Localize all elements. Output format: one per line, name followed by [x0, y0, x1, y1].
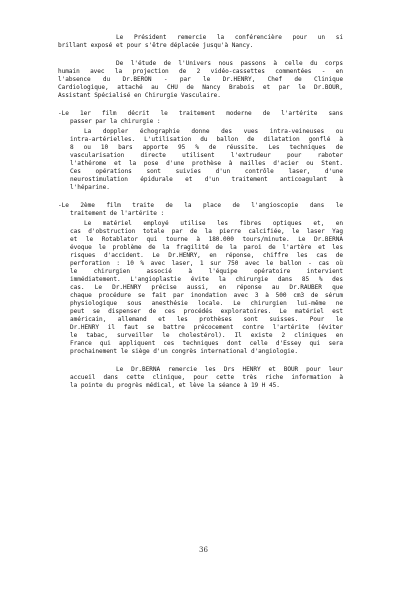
- text-line: 8 ou 10 bars apporte 95 % de réussite. Les techniques de: [70, 144, 343, 151]
- text-line: immédiatement. L'angioplastie évite la chirurgie dans 85 % des: [70, 276, 343, 283]
- text-line: évoque le problème de la fragilité de la paroi de l'artère et les: [70, 244, 343, 251]
- text-line: Le Dr.BERNA remercie les Drs HENRY et BOUR pour leur: [116, 366, 343, 373]
- text-line: perforation : 10 % avec laser, 1 sur 750 avec le ballon - cas où: [70, 260, 343, 267]
- text-line: prochainement le siège d'un congrès international d'angiologie.: [70, 348, 298, 355]
- text-line: passer par la chirurgie :: [70, 118, 161, 125]
- text-line: Dr.HENRY il faut se battre précocement contre l'artérite (éviter: [70, 324, 343, 331]
- text-line: chaque procédure se fait par inondation avec 3 à 500 cm3 de sérum: [70, 292, 343, 299]
- text-line: cas d'obstruction totale par de la pierre calcifiée, le laser Yag: [70, 228, 343, 235]
- text-line: américain, allemand et les prothèses sont suisses. Pour le: [70, 316, 343, 323]
- page-number: 36: [199, 546, 208, 554]
- text-line: -Le 2ème film traite de la place de l'angioscopie dans le: [58, 202, 343, 209]
- text-line: brillant exposé et pour s'être déplacée jusqu'à Nancy.: [58, 42, 254, 49]
- text-line: Le matériel employé utilise les fibres optiques et, en: [84, 220, 343, 227]
- text-line: le chirurgien associé à l'équipe opératoire intervient: [70, 268, 343, 275]
- text-line: humain avec la projection de 2 vidéo-cassettes commentées - en: [58, 68, 343, 75]
- text-line: -Le 1er film décrit le traitement moderne de l'artérite sans: [58, 110, 343, 117]
- text-line: Cardiologique, attaché au CHU de Nancy Brabois et par le Dr.BOUR,: [58, 84, 343, 91]
- text-line: neurostimulation épidurale et d'un traitement anticoagulant à: [70, 176, 343, 183]
- text-line: et le Rotablator qui tourne à 180.000 tours/minute. Le Dr.BERNA: [70, 236, 343, 243]
- text-line: physiologique sous anesthésie locale. Le chirurgien lui-même ne: [70, 300, 343, 307]
- text-line: l'athérome et la pose d'une prothèse à mailles d'acier ou Stent.: [70, 160, 343, 167]
- text-line: France qui appliquent ces techniques dont celle d'Essey qui sera: [70, 340, 343, 347]
- text-line: La doppler échographie donne des vues intra-veineuses ou: [84, 128, 343, 135]
- text-line: traitement de l'artérite :: [70, 210, 165, 217]
- text-line: l'héparine.: [70, 184, 110, 191]
- text-line: Assistant Spécialisé en Chirurgie Vasculaire.: [58, 92, 221, 99]
- text-line: De l'étude de l'Univers nous passons à celle du corps: [116, 60, 343, 67]
- text-line: accueil dans cette clinique, pour cette très riche information à: [70, 374, 343, 381]
- text-line: intra-artérielles. L'utilisation du ballon de dilatation gonflé à: [70, 136, 343, 143]
- text-line: peut se dispenser de ces procédés exploratoires. Le matériel est: [70, 308, 343, 315]
- text-line: vascularisation directe utilisent l'extrudeur pour raboter: [70, 152, 343, 159]
- text-line: Ces opérations sont suivies d'un contrôle laser, d'une: [70, 168, 343, 175]
- text-line: risques d'accident. Le Dr.HENRY, en réponse, chiffre les cas de: [70, 252, 343, 259]
- text-line: la pointe du progrès médical, et lève la séance à 19 H 45.: [70, 382, 280, 389]
- text-line: le tabac, surveiller le cholestérol). Il existe 2 cliniques en: [70, 332, 343, 339]
- text-line: l'absence du Dr.BERON - par le Dr.HENRY, Chef de Clinique: [58, 76, 343, 83]
- text-line: cas. Le Dr.HENRY précise aussi, en réponse au Dr.RAUBER que: [70, 284, 343, 291]
- text-line: Le Président remercie la conférencière pour un si: [116, 34, 343, 41]
